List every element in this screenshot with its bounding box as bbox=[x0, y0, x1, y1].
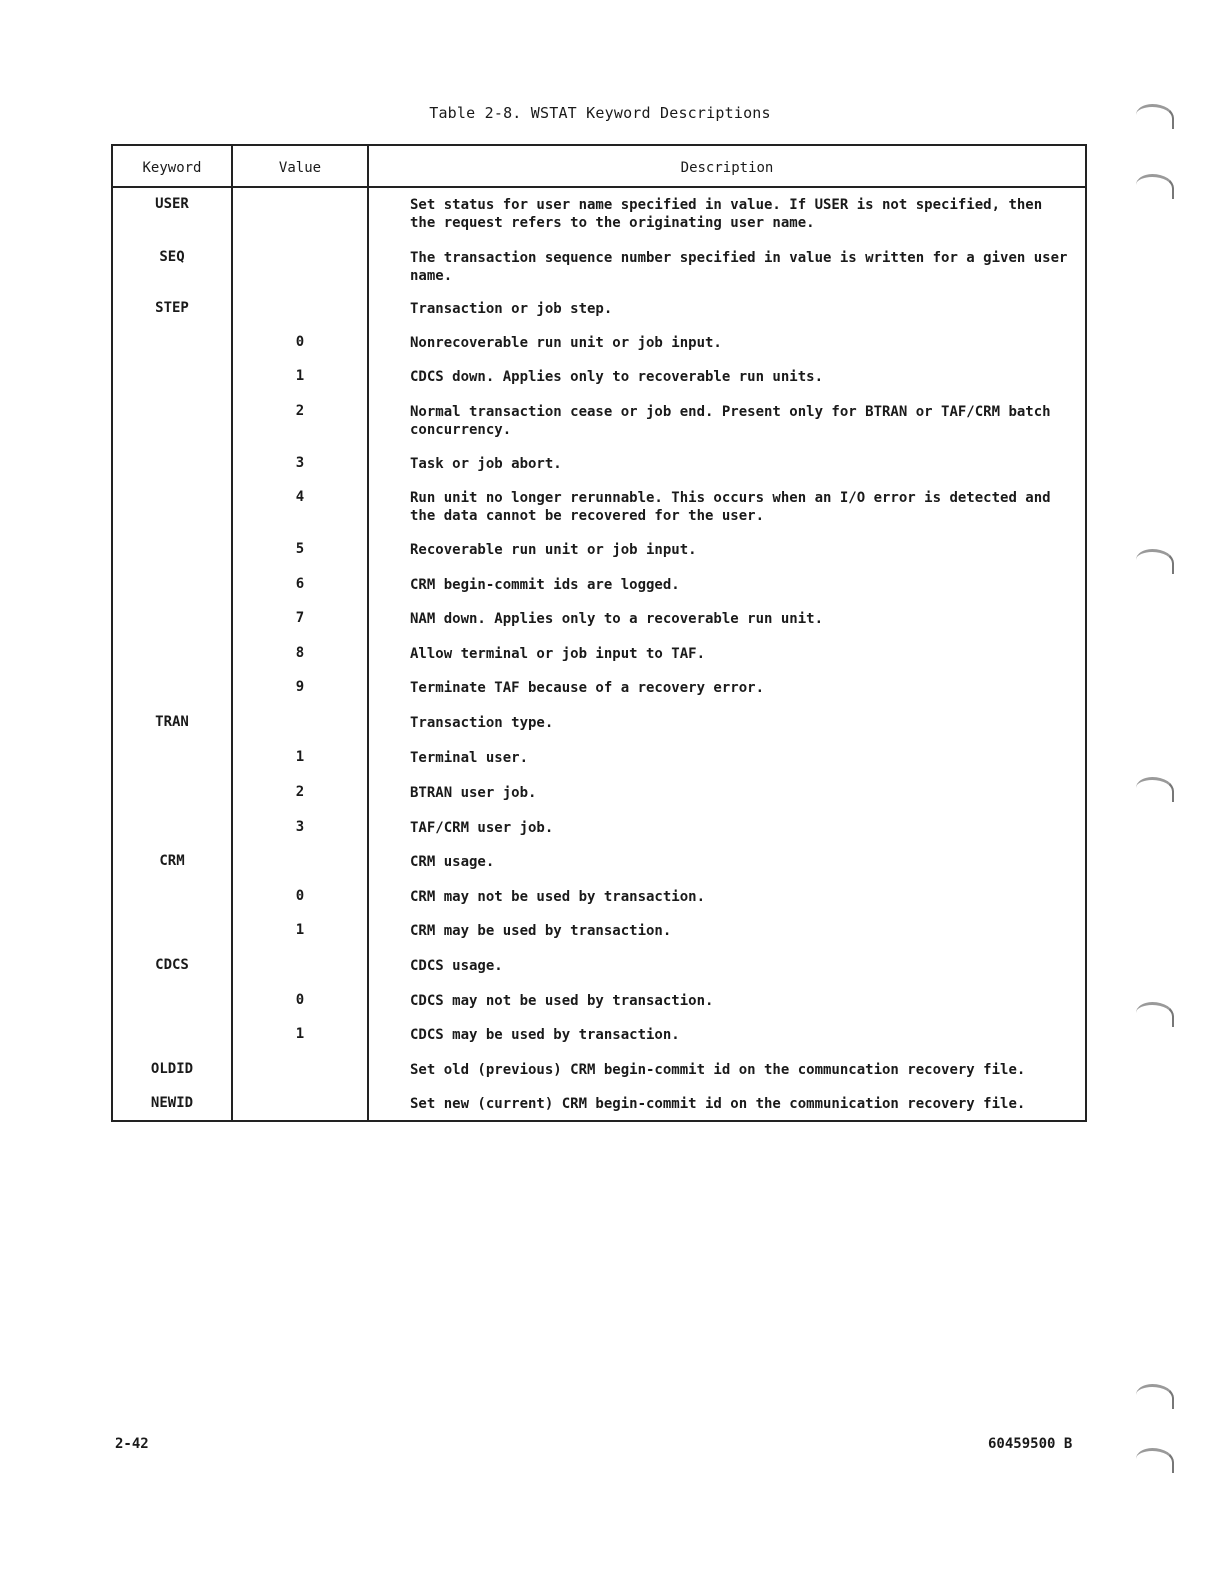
keyword-cell: OLDID bbox=[150, 1061, 194, 1077]
value-cell: 1 bbox=[295, 1026, 305, 1042]
header-value: Value bbox=[278, 160, 322, 176]
value-cell: 1 bbox=[295, 922, 305, 938]
description-cell: Recoverable run unit or job input. bbox=[410, 542, 697, 558]
description-cell: Set new (current) CRM begin-commit id on the communication recovery file. bbox=[410, 1096, 1026, 1112]
description-cell: Set old (previous) CRM begin-commit id on the communcation recovery file. bbox=[410, 1062, 1026, 1078]
punch-hole-mark bbox=[1136, 174, 1174, 199]
description-cell: Allow terminal or job input to TAF. bbox=[410, 646, 706, 662]
description-cell: Run unit no longer rerunnable. This occurs when an I/O error is detected and the data cannot be recovered for the user. bbox=[410, 490, 1051, 524]
description-cell: Transaction type. bbox=[410, 715, 554, 731]
description-cell: CDCS usage. bbox=[410, 958, 503, 974]
description-cell: Task or job abort. bbox=[410, 456, 562, 472]
value-cell: 3 bbox=[295, 455, 305, 471]
column-divider bbox=[367, 146, 369, 1120]
description-cell: The transaction sequence number specified in value is written for a given user name. bbox=[410, 250, 1068, 284]
description-cell: Terminal user. bbox=[410, 750, 529, 766]
punch-hole-mark bbox=[1136, 1448, 1174, 1473]
keyword-table bbox=[111, 144, 1087, 1122]
value-cell: 0 bbox=[295, 334, 305, 350]
value-cell: 3 bbox=[295, 819, 305, 835]
description-cell: Nonrecoverable run unit or job input. bbox=[410, 335, 722, 351]
punch-hole-mark bbox=[1136, 777, 1174, 802]
description-cell: CDCS may be used by transaction. bbox=[410, 1027, 680, 1043]
value-cell: 1 bbox=[295, 749, 305, 765]
punch-hole-mark bbox=[1136, 1384, 1174, 1409]
header-keyword: Keyword bbox=[142, 160, 202, 176]
value-cell: 8 bbox=[295, 645, 305, 661]
column-divider bbox=[231, 146, 233, 1120]
description-cell: Normal transaction cease or job end. Present only for BTRAN or TAF/CRM batch concurrency. bbox=[410, 404, 1051, 438]
keyword-cell: CDCS bbox=[155, 957, 189, 973]
value-cell: 0 bbox=[295, 888, 305, 904]
table-header bbox=[113, 146, 1085, 188]
description-cell: NAM down. Applies only to a recoverable run unit. bbox=[410, 611, 824, 627]
description-cell: CRM usage. bbox=[410, 854, 495, 870]
value-cell: 2 bbox=[295, 784, 305, 800]
punch-hole-mark bbox=[1136, 104, 1174, 129]
table-title: Table 2-8. WSTAT Keyword Descriptions bbox=[429, 104, 771, 122]
page-number: 2-42 bbox=[115, 1436, 149, 1452]
description-cell: Terminate TAF because of a recovery error. bbox=[410, 680, 765, 696]
description-cell: BTRAN user job. bbox=[410, 785, 537, 801]
keyword-cell: CRM bbox=[159, 853, 185, 869]
value-cell: 2 bbox=[295, 403, 305, 419]
value-cell: 4 bbox=[295, 489, 305, 505]
keyword-cell: TRAN bbox=[155, 714, 189, 730]
description-cell: TAF/CRM user job. bbox=[410, 820, 554, 836]
value-cell: 5 bbox=[295, 541, 305, 557]
keyword-cell: NEWID bbox=[150, 1095, 194, 1111]
value-cell: 7 bbox=[295, 610, 305, 626]
keyword-cell: SEQ bbox=[159, 249, 185, 265]
description-cell: CRM begin-commit ids are logged. bbox=[410, 577, 680, 593]
value-cell: 6 bbox=[295, 576, 305, 592]
description-cell: Set status for user name specified in value. If USER is not specified, then the request refers to the originating user name. bbox=[410, 197, 1043, 231]
description-cell: Transaction or job step. bbox=[410, 301, 613, 317]
punch-hole-mark bbox=[1136, 1002, 1174, 1027]
header-description: Description bbox=[680, 160, 774, 176]
keyword-cell: STEP bbox=[155, 300, 189, 316]
document-number: 60459500 B bbox=[988, 1436, 1073, 1452]
value-cell: 1 bbox=[295, 368, 305, 384]
value-cell: 0 bbox=[295, 992, 305, 1008]
keyword-cell: USER bbox=[155, 196, 189, 212]
description-cell: CDCS down. Applies only to recoverable run units. bbox=[410, 369, 824, 385]
description-cell: CDCS may not be used by transaction. bbox=[410, 993, 714, 1009]
punch-hole-mark bbox=[1136, 549, 1174, 574]
value-cell: 9 bbox=[295, 679, 305, 695]
description-cell: CRM may be used by transaction. bbox=[410, 923, 672, 939]
description-cell: CRM may not be used by transaction. bbox=[410, 889, 706, 905]
